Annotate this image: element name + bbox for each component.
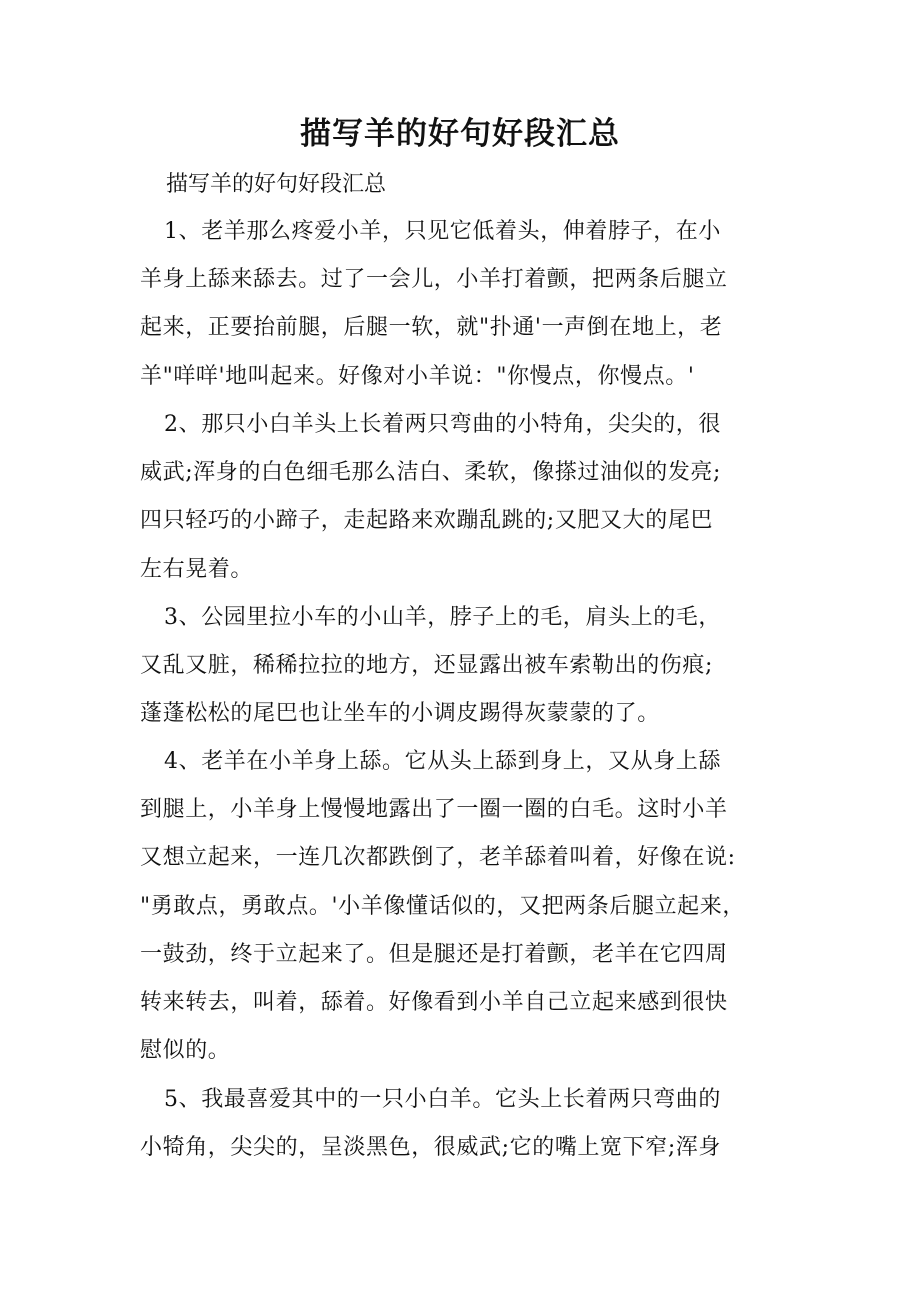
- paragraph-line: "勇敢点，勇敢点。'小羊像懂话似的，又把两条后腿立起来，: [140, 893, 745, 919]
- document-subtitle: 描写羊的好句好段汇总: [166, 172, 387, 197]
- paragraph-line: 1、老羊那么疼爱小羊，只见它低着头，伸着脖子，在小: [164, 219, 721, 244]
- paragraph-line: 到腿上，小羊身上慢慢地露出了一圈一圈的白毛。这时小羊: [140, 797, 728, 823]
- paragraph-line: 2、那只小白羊头上长着两只弯曲的小特角，尖尖的，很: [164, 412, 721, 437]
- paragraph-line: 威武;浑身的白色细毛那么洁白、柔软，像搽过油似的发亮;: [140, 460, 722, 486]
- document-title: 描写羊的好句好段汇总: [300, 116, 620, 152]
- paragraph-4: [140, 738, 800, 1075]
- paragraph-1: [140, 208, 800, 401]
- paragraph-line: 4、老羊在小羊身上舔。它从头上舔到身上，又从身上舔: [164, 749, 721, 774]
- paragraph-line: 小犄角，尖尖的，呈淡黑色，很威武;它的嘴上宽下窄;浑身: [140, 1135, 722, 1161]
- paragraph-line: 一鼓劲，终于立起来了。但是腿还是打着颤，老羊在它四周: [140, 941, 728, 967]
- paragraph-line: 四只轻巧的小蹄子，走起路来欢蹦乱跳的;又肥又大的尾巴: [140, 508, 714, 534]
- paragraph-line: 羊"咩咩'地叫起来。好像对小羊说："你慢点，你慢点。': [140, 363, 695, 389]
- paragraph-2: [140, 401, 800, 594]
- paragraph-3: [140, 594, 800, 739]
- paragraph-line: 又乱又脏，稀稀拉拉的地方，还显露出被车索勒出的伤痕;: [140, 653, 714, 679]
- paragraph-line: 5、我最喜爱其中的一只小白羊。它头上长着两只弯曲的: [164, 1087, 721, 1112]
- paragraph-line: 又想立起来，一连几次都跌倒了，老羊舔着叫着，好像在说:: [140, 845, 736, 871]
- paragraph-line: 慰似的。: [140, 1038, 231, 1064]
- paragraph-5: [140, 1076, 800, 1172]
- paragraph-line: 羊身上舔来舔去。过了一会儿，小羊打着颤，把两条后腿立: [140, 267, 728, 293]
- paragraph-line: 左右晃着。: [140, 556, 254, 582]
- paragraph-line: 3、公园里拉小车的小山羊，脖子上的毛，肩头上的毛，: [164, 605, 721, 630]
- paragraph-line: 蓬蓬松松的尾巴也让坐车的小调皮踢得灰蒙蒙的了。: [140, 701, 660, 727]
- paragraph-line: 转来转去，叫着，舔着。好像看到小羊自己立起来感到很快: [140, 989, 728, 1015]
- paragraph-line: 起来，正要抬前腿，后腿一软，就"扑通'一声倒在地上，老: [140, 315, 723, 341]
